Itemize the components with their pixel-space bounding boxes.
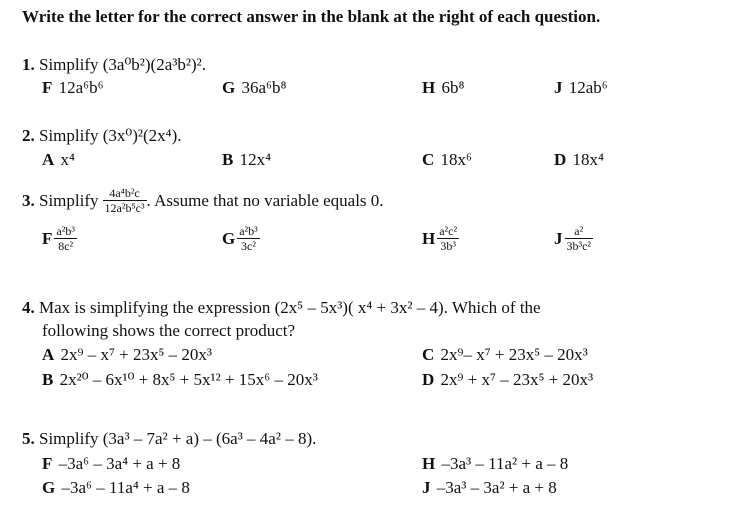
question-fraction [103,186,147,215]
option-letter: A [42,345,55,364]
option-fraction [437,224,459,253]
question-text-line-1: Max is simplifying the expression (2x⁵ – 5x³)( x⁴ + 3x² – 4). Which of the [39,298,541,317]
option-letter: G [42,478,56,497]
option-letter: C [422,150,435,169]
fraction-numerator: 4a⁴b²c [103,186,147,201]
option-text: 2x⁹ – x⁷ + 23x⁵ – 20x³ [60,345,212,364]
q3-option-f [42,224,77,253]
option-text: –3a⁶ – 11a⁴ + a – 8 [61,478,190,497]
q2-option-b [222,150,271,170]
option-letter: H [422,454,436,473]
fraction-numerator: a²b³ [56,224,75,238]
question-1 [22,55,206,75]
question-text-suffix: . Assume that no variable equals 0. [146,190,384,210]
option-letter: A [42,150,55,169]
option-fraction [54,224,77,253]
instructions-title: Write the letter for the correct answer in the blank at the right of each question. [22,7,601,26]
option-text: 6b⁸ [441,78,465,97]
q2-option-d [554,150,604,170]
fraction-numerator: a²b³ [239,224,258,238]
question-number: 3. [22,190,35,210]
option-fraction [237,224,260,253]
option-text: 12ab⁶ [568,78,608,97]
option-letter: D [554,150,567,169]
question-number: 2. [22,126,35,145]
option-text: –3a³ – 3a² + a + 8 [436,478,557,497]
option-text: 18x⁴ [572,150,604,169]
option-letter: C [422,345,435,364]
option-text: x⁴ [60,150,75,169]
question-text: Simplify (3x⁰)²(2x⁴). [39,126,182,145]
option-letter: G [222,228,236,248]
option-letter: J [422,478,431,497]
option-text: –3a³ – 11a² + a – 8 [441,454,569,473]
q5-option-g [42,478,190,498]
q1-option-h [422,78,464,98]
question-number: 5. [22,429,35,448]
q5-option-h [422,454,568,474]
q1-option-g [222,78,286,98]
option-letter: J [554,228,563,248]
option-text: –3a⁶ – 3a⁴ + a + 8 [58,454,181,473]
q4-option-c [422,345,588,365]
q1-option-f [42,78,104,98]
option-letter: F [42,78,53,97]
fraction-numerator: a² [565,224,594,239]
option-letter: F [42,454,53,473]
q3-option-g [222,224,260,253]
q4-option-d [422,370,593,390]
q1-option-j [554,78,608,98]
q3-option-j [554,224,593,253]
option-letter: F [42,228,53,248]
question-number: 4. [22,298,35,317]
fraction-denominator: 3c² [241,239,256,253]
question-text: Simplify (3a⁰b²)(2a³b²)². [39,55,206,74]
option-letter: H [422,228,436,248]
question-4-line-2: following shows the correct product? [42,321,296,340]
option-letter: D [422,370,435,389]
fraction-numerator: a²c² [439,224,458,238]
q3-option-h [422,224,459,253]
option-letter: J [554,78,563,97]
option-fraction [565,224,594,253]
option-text: 12x⁴ [239,150,272,169]
option-text: 36a⁶b⁸ [241,78,287,97]
option-letter: G [222,78,236,97]
question-text: Simplify (3a³ – 7a² + a) – (6a³ – 4a² – 8). [39,429,317,448]
option-text: 2x²⁰ – 6x¹⁰ + 8x⁵ + 5x¹² + 15x⁶ – 20x³ [59,370,318,389]
option-letter: B [222,150,234,169]
question-4 [22,298,541,318]
question-text-prefix: Simplify [39,190,99,210]
option-text: 12a⁶b⁶ [58,78,104,97]
question-3 [22,186,384,215]
question-2 [22,126,182,146]
option-text: 2x⁹– x⁷ + 23x⁵ – 20x³ [440,345,588,364]
option-letter: H [422,78,436,97]
fraction-denominator: 3b³c² [566,239,592,253]
fraction-denominator: 3b³ [440,239,456,253]
question-number: 1. [22,55,35,74]
q4-option-a [42,345,212,365]
q5-option-f [42,454,180,474]
q2-option-c [422,150,472,170]
question-5 [22,429,316,449]
q4-option-b [42,370,318,390]
option-text: 18x⁶ [440,150,472,169]
fraction-denominator: 12a²b⁵c³ [104,201,145,215]
option-text: 2x⁹ + x⁷ – 23x⁵ + 20x³ [440,370,594,389]
q5-option-j [422,478,557,498]
option-letter: B [42,370,54,389]
fraction-denominator: 8c² [58,239,74,253]
q2-option-a [42,150,75,170]
